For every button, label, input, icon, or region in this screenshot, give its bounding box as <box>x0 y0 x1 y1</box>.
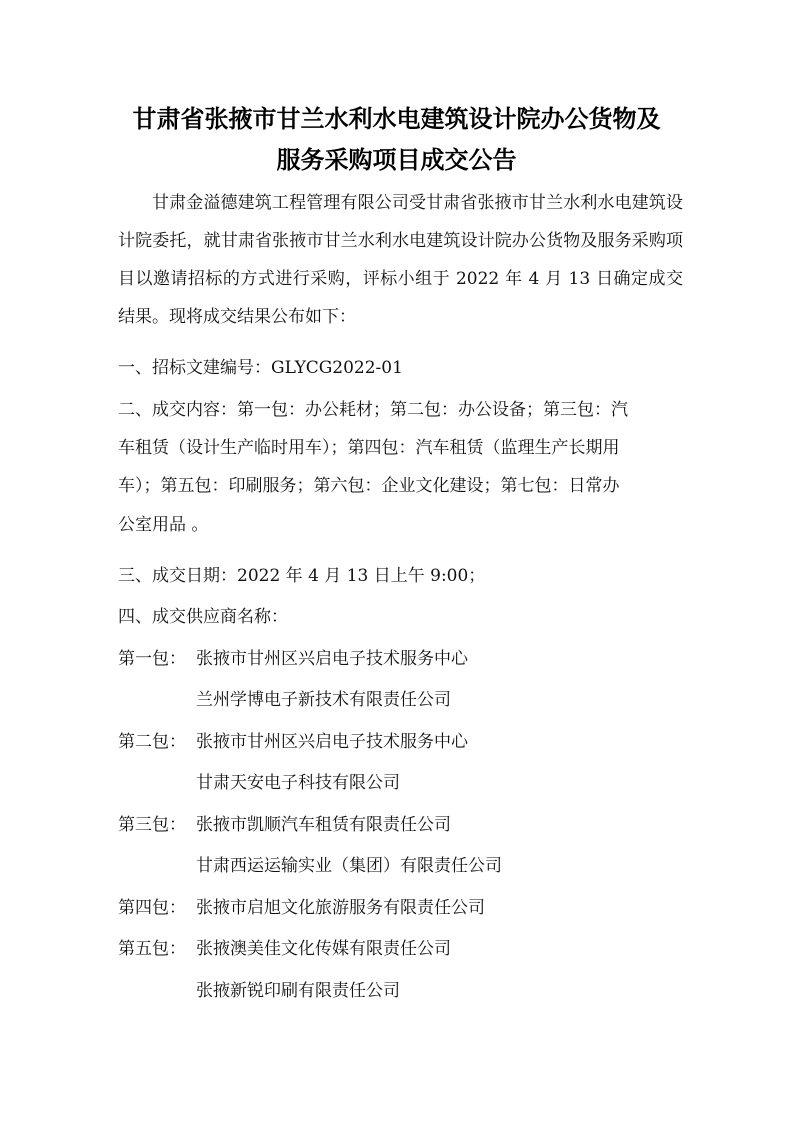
item-content-line-3: 车）；第五包：印刷服务；第六包：企业文化建设；第七包：日常办 <box>118 476 620 496</box>
supplier-name: 张掖市甘州区兴启电子技术服务中心 <box>196 732 468 752</box>
supplier-name: 兰州学博电子新技术有限责任公司 <box>196 690 451 710</box>
document-title-line-2: 服务采购项目成交公告 <box>276 146 517 174</box>
item-deal-date: 三、成交日期：2022 年 4 月 13 日上午 9:00； <box>118 566 486 586</box>
supplier-name: 张掖市甘州区兴启电子技术服务中心 <box>196 649 468 669</box>
item-bid-number: 一、招标文建编号：GLYCG2022-01 <box>118 358 403 378</box>
item-supplier-heading: 四、成交供应商名称： <box>118 607 288 627</box>
package-label: 第二包： <box>118 732 186 752</box>
supplier-name: 张掖市启旭文化旅游服务有限责任公司 <box>196 898 485 918</box>
package-label: 第一包： <box>118 649 186 669</box>
supplier-name: 甘肃西运运输实业（集团）有限责任公司 <box>196 856 502 876</box>
item-content-line-1: 二、成交内容：第一包：办公耗材；第二包：办公设备；第三包：汽 <box>118 400 628 420</box>
item-content-line-2: 车租赁（设计生产临时用车）；第四包：汽车租赁（监理生产长期用 <box>118 438 620 458</box>
supplier-name: 张掖澳美佳文化传媒有限责任公司 <box>196 939 451 959</box>
supplier-name: 张掖市凯顺汽车租赁有限责任公司 <box>196 815 451 835</box>
package-label: 第三包： <box>118 815 186 835</box>
item-content-line-4: 公室用品 。 <box>118 515 209 535</box>
document-title-line-1: 甘肃省张掖市甘兰水利水电建筑设计院办公货物及 <box>132 105 661 133</box>
intro-paragraph: 甘肃金溢德建筑工程管理有限公司受甘肃省张掖市甘兰水利水电建筑设计院委托，就甘肃省张掖市甘兰水利水电建筑设计院办公货物及服务采购项目以邀请招标的方式进行采购，评标小组于 2022 年 4 月 13 日确定成交结果。现将成交结果公布如下： <box>118 193 683 327</box>
supplier-name: 张掖新锐印刷有限责任公司 <box>196 981 400 1001</box>
supplier-name: 甘肃天安电子科技有限公司 <box>196 773 400 793</box>
package-label: 第五包： <box>118 939 186 959</box>
package-label: 第四包： <box>118 898 186 918</box>
